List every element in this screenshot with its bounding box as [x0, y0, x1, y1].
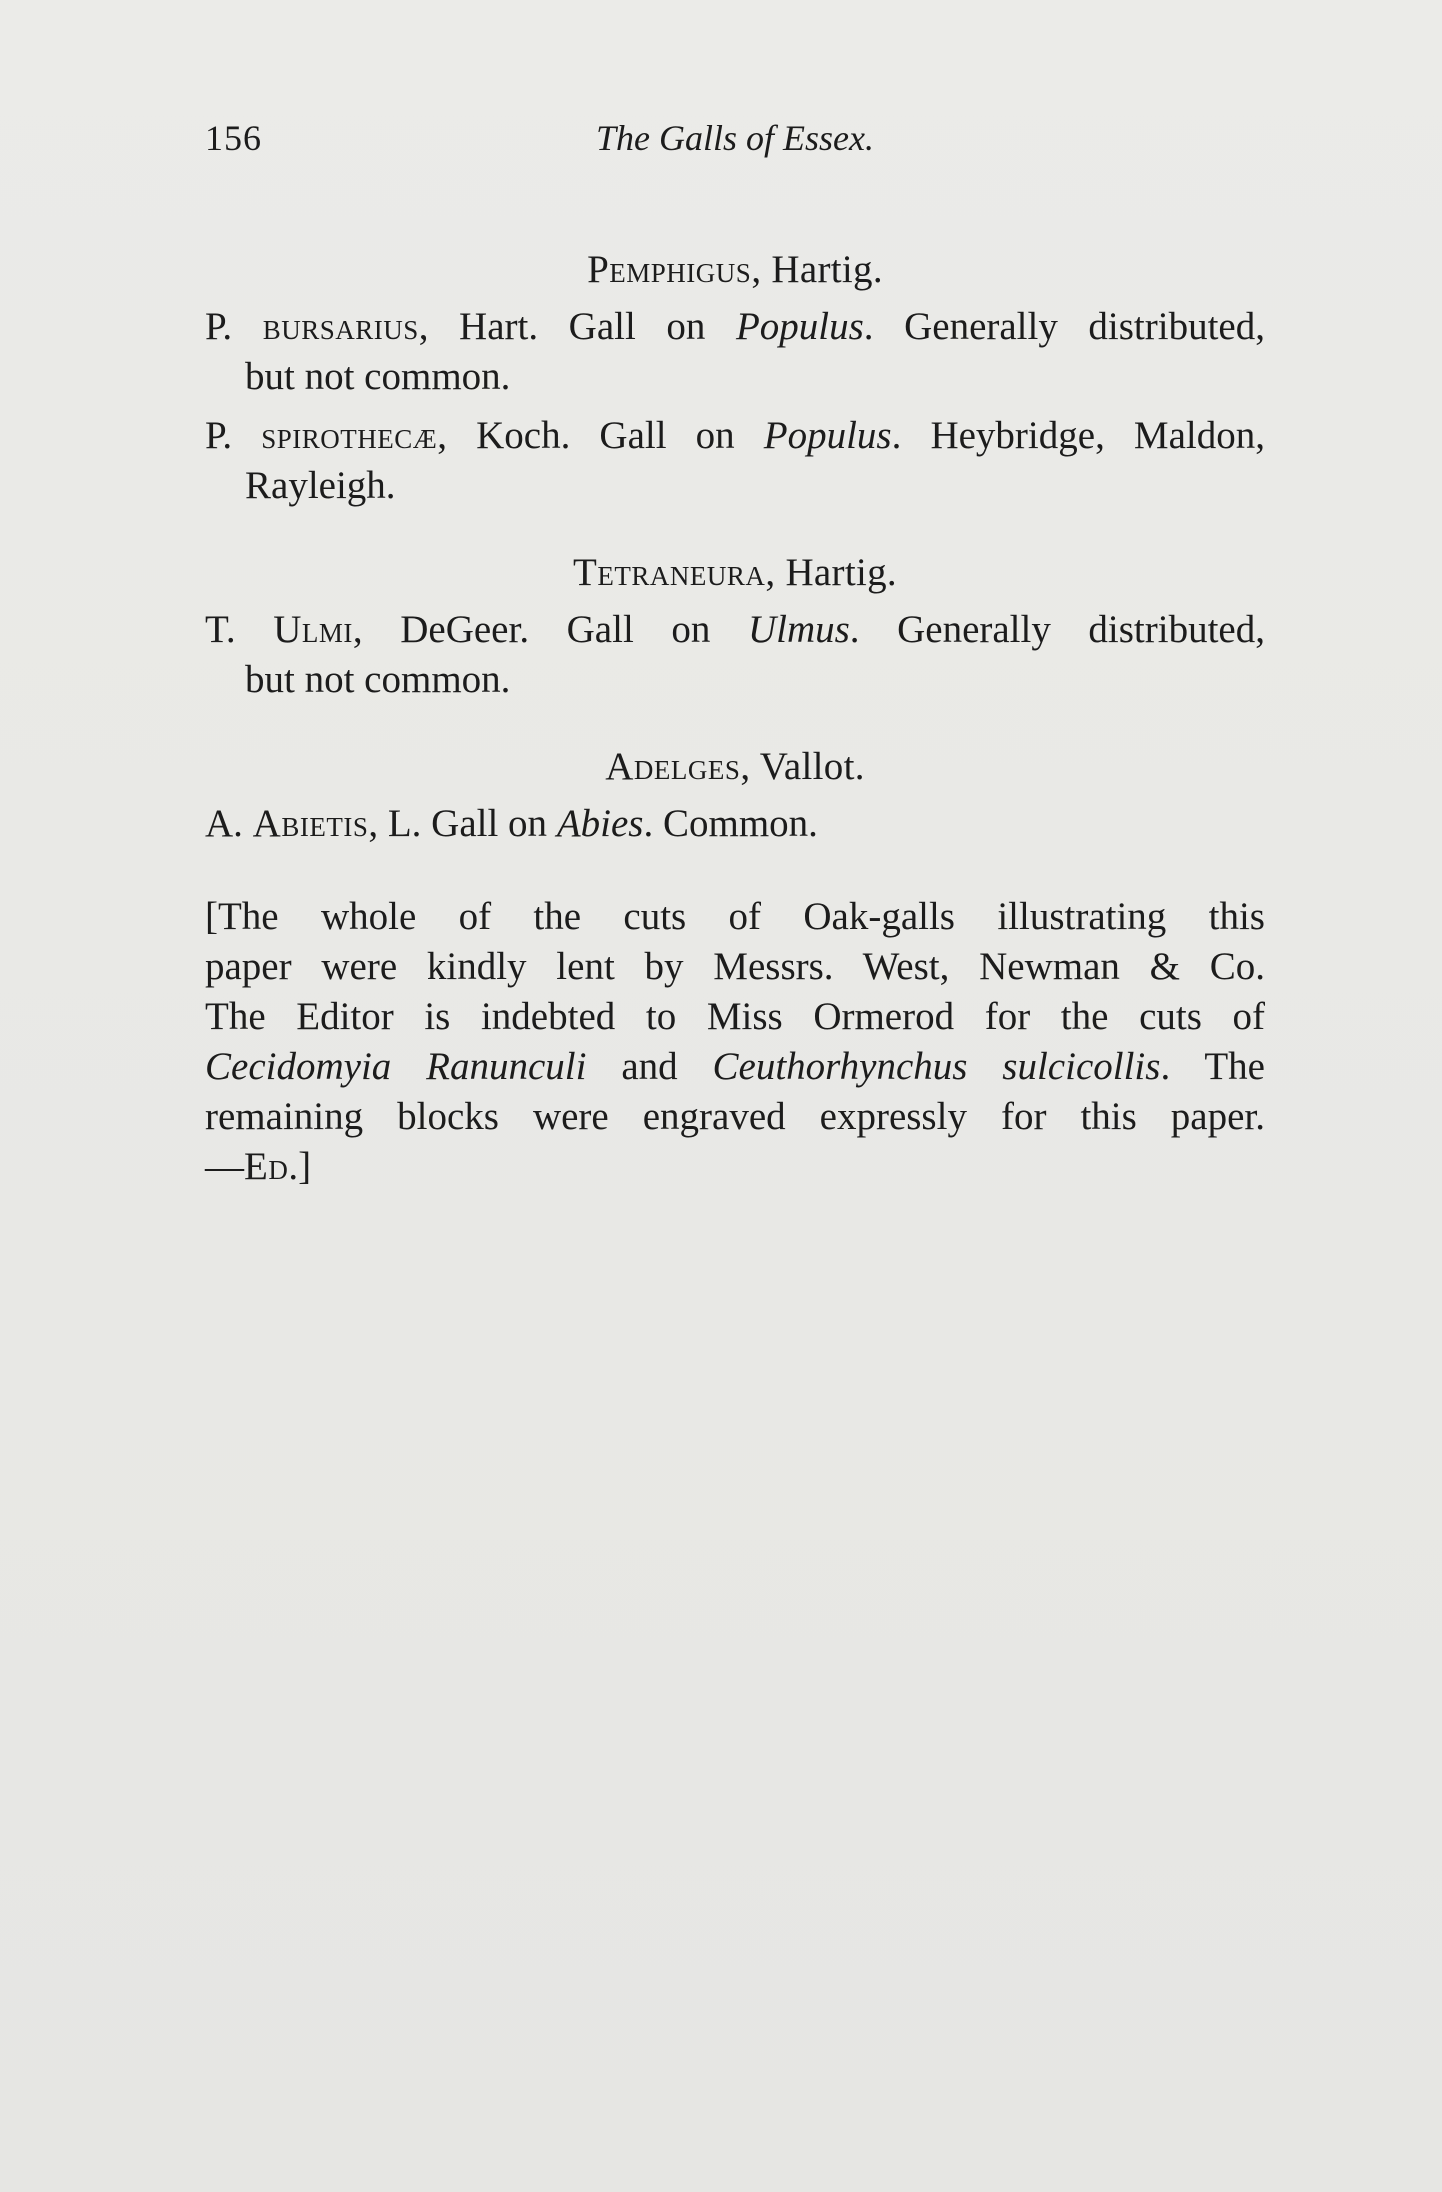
species-entry-ulmi: T. Ulmi, DeGeer. Gall on Ulmus. Generally distributed,	[205, 608, 1265, 651]
species-entry-bursarius: P. bursarius, Hart. Gall on Populus. Generally distributed,	[205, 305, 1265, 348]
species-entry-spirothecae: P. spirothecæ, Koch. Gall on Populus. Heybridge, Maldon,	[205, 414, 1265, 457]
running-title: The Galls of Essex.	[596, 118, 874, 158]
species-entry-ulmi-cont: but not common.	[245, 658, 511, 701]
note-line: The Editor is indebted to Miss Ormerod for the cuts of	[205, 995, 1265, 1038]
species-entry-spirothecae-cont: Rayleigh.	[245, 464, 396, 507]
species-entry-abietis: A. Abietis, L. Gall on Abies. Common.	[205, 802, 818, 845]
note-line: paper were kindly lent by Messrs. West, Newman & Co.	[205, 945, 1265, 988]
page-header	[205, 117, 1265, 167]
page-body	[205, 245, 1265, 1192]
editorial-note	[205, 892, 1265, 1192]
note-line: [The whole of the cuts of Oak-galls illustrating this	[205, 895, 1265, 938]
note-line: remaining blocks were engraved expressly for this paper.	[205, 1095, 1265, 1138]
page-number: 156	[205, 118, 262, 158]
genus-heading-pemphigus: Pemphigus, Hartig.	[587, 248, 883, 291]
genus-heading-adelges: Adelges, Vallot.	[605, 745, 865, 788]
note-signature: —Ed.]	[205, 1145, 312, 1188]
note-line: Cecidomyia Ranunculi and Ceuthorhynchus sulcicollis. The	[205, 1045, 1265, 1088]
genus-heading-tetraneura: Tetraneura, Hartig.	[573, 551, 897, 594]
species-entry-bursarius-cont: but not common.	[245, 355, 511, 398]
